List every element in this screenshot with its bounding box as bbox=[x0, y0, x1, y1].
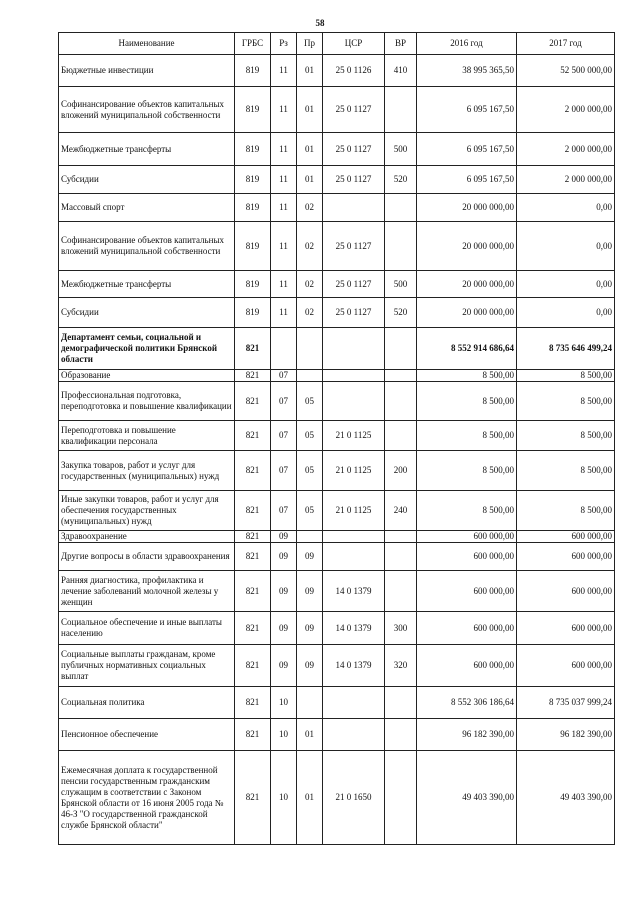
cell-name: Департамент семьи, социальной и демографической политики Брянской области bbox=[59, 328, 235, 370]
cell-pr: 02 bbox=[297, 222, 323, 271]
cell-rz: 09 bbox=[271, 571, 297, 612]
cell-name: Софинансирование объектов капитальных вложений муниципальной собственности bbox=[59, 222, 235, 271]
table-row bbox=[59, 298, 615, 328]
cell-rz: 10 bbox=[271, 687, 297, 719]
cell-2016: 6 095 167,50 bbox=[417, 166, 517, 194]
cell-2017: 600 000,00 bbox=[517, 531, 615, 543]
table-body bbox=[59, 55, 615, 845]
cell-csr: 25 0 1127 bbox=[323, 133, 385, 166]
cell-grbs: 819 bbox=[235, 194, 271, 222]
cell-rz: 07 bbox=[271, 370, 297, 382]
budget-table bbox=[58, 32, 615, 845]
table-row bbox=[59, 451, 615, 491]
cell-2016: 8 500,00 bbox=[417, 382, 517, 421]
table-row bbox=[59, 612, 615, 645]
cell-pr: 09 bbox=[297, 612, 323, 645]
cell-name: Бюджетные инвестиции bbox=[59, 55, 235, 87]
cell-rz: 11 bbox=[271, 133, 297, 166]
cell-2017: 0,00 bbox=[517, 194, 615, 222]
cell-2016: 96 182 390,00 bbox=[417, 719, 517, 751]
cell-rz: 11 bbox=[271, 298, 297, 328]
cell-2016: 8 500,00 bbox=[417, 491, 517, 531]
cell-2017: 2 000 000,00 bbox=[517, 166, 615, 194]
cell-vr bbox=[385, 571, 417, 612]
cell-2017: 2 000 000,00 bbox=[517, 87, 615, 133]
cell-2016: 600 000,00 bbox=[417, 645, 517, 687]
cell-grbs: 821 bbox=[235, 451, 271, 491]
cell-rz bbox=[271, 328, 297, 370]
cell-grbs: 821 bbox=[235, 571, 271, 612]
col-header-pr: Пр bbox=[297, 33, 323, 55]
cell-csr bbox=[323, 328, 385, 370]
table-row bbox=[59, 271, 615, 298]
cell-csr: 21 0 1125 bbox=[323, 451, 385, 491]
cell-2017: 8 735 646 499,24 bbox=[517, 328, 615, 370]
cell-csr: 14 0 1379 bbox=[323, 571, 385, 612]
cell-2017: 0,00 bbox=[517, 271, 615, 298]
table-row bbox=[59, 166, 615, 194]
cell-pr: 05 bbox=[297, 421, 323, 451]
cell-vr: 200 bbox=[385, 451, 417, 491]
cell-pr: 01 bbox=[297, 133, 323, 166]
cell-name: Массовый спорт bbox=[59, 194, 235, 222]
cell-rz: 07 bbox=[271, 421, 297, 451]
cell-2016: 49 403 390,00 bbox=[417, 751, 517, 845]
cell-2016: 38 995 365,50 bbox=[417, 55, 517, 87]
cell-rz: 07 bbox=[271, 491, 297, 531]
table-row bbox=[59, 382, 615, 421]
cell-csr: 25 0 1127 bbox=[323, 222, 385, 271]
cell-2016: 8 500,00 bbox=[417, 370, 517, 382]
cell-rz: 11 bbox=[271, 271, 297, 298]
cell-name: Закупка товаров, работ и услуг для государственных (муниципальных) нужд bbox=[59, 451, 235, 491]
table-row bbox=[59, 222, 615, 271]
cell-vr: 520 bbox=[385, 298, 417, 328]
cell-2017: 49 403 390,00 bbox=[517, 751, 615, 845]
cell-name: Межбюджетные трансферты bbox=[59, 133, 235, 166]
cell-grbs: 819 bbox=[235, 298, 271, 328]
cell-rz: 09 bbox=[271, 543, 297, 571]
cell-2017: 600 000,00 bbox=[517, 543, 615, 571]
page-number: 58 bbox=[315, 18, 325, 28]
cell-name: Иные закупки товаров, работ и услуг для обеспечения государственных (муниципальных) нужд bbox=[59, 491, 235, 531]
table-row bbox=[59, 370, 615, 382]
cell-grbs: 821 bbox=[235, 328, 271, 370]
cell-pr bbox=[297, 687, 323, 719]
cell-vr bbox=[385, 382, 417, 421]
cell-name: Ранняя диагностика, профилактика и лечение заболеваний молочной железы у женщин bbox=[59, 571, 235, 612]
cell-2016: 600 000,00 bbox=[417, 531, 517, 543]
cell-pr: 01 bbox=[297, 751, 323, 845]
cell-vr bbox=[385, 751, 417, 845]
cell-vr bbox=[385, 194, 417, 222]
col-header-rz: Рз bbox=[271, 33, 297, 55]
cell-csr bbox=[323, 687, 385, 719]
cell-csr bbox=[323, 719, 385, 751]
cell-2016: 6 095 167,50 bbox=[417, 87, 517, 133]
cell-2017: 52 500 000,00 bbox=[517, 55, 615, 87]
cell-csr: 14 0 1379 bbox=[323, 612, 385, 645]
cell-grbs: 821 bbox=[235, 421, 271, 451]
table-row bbox=[59, 571, 615, 612]
cell-rz: 10 bbox=[271, 719, 297, 751]
cell-2016: 8 500,00 bbox=[417, 421, 517, 451]
table-row bbox=[59, 687, 615, 719]
cell-2017: 8 500,00 bbox=[517, 421, 615, 451]
cell-rz: 11 bbox=[271, 55, 297, 87]
cell-2016: 20 000 000,00 bbox=[417, 298, 517, 328]
cell-grbs: 819 bbox=[235, 166, 271, 194]
cell-vr bbox=[385, 531, 417, 543]
cell-csr: 25 0 1127 bbox=[323, 166, 385, 194]
cell-rz: 09 bbox=[271, 612, 297, 645]
cell-2017: 96 182 390,00 bbox=[517, 719, 615, 751]
cell-pr: 02 bbox=[297, 194, 323, 222]
cell-vr: 520 bbox=[385, 166, 417, 194]
cell-csr bbox=[323, 370, 385, 382]
col-header-2016: 2016 год bbox=[417, 33, 517, 55]
cell-2017: 0,00 bbox=[517, 298, 615, 328]
cell-2016: 8 552 914 686,64 bbox=[417, 328, 517, 370]
table-row bbox=[59, 531, 615, 543]
cell-csr: 14 0 1379 bbox=[323, 645, 385, 687]
cell-vr bbox=[385, 370, 417, 382]
cell-name: Пенсионное обеспечение bbox=[59, 719, 235, 751]
table-row bbox=[59, 55, 615, 87]
table-row bbox=[59, 421, 615, 451]
cell-name: Другие вопросы в области здравоохранения bbox=[59, 543, 235, 571]
cell-name: Субсидии bbox=[59, 166, 235, 194]
cell-2017: 2 000 000,00 bbox=[517, 133, 615, 166]
table-row bbox=[59, 491, 615, 531]
cell-pr: 01 bbox=[297, 719, 323, 751]
table-row bbox=[59, 751, 615, 845]
cell-csr bbox=[323, 194, 385, 222]
cell-name: Межбюджетные трансферты bbox=[59, 271, 235, 298]
cell-2016: 20 000 000,00 bbox=[417, 271, 517, 298]
cell-vr: 320 bbox=[385, 645, 417, 687]
cell-2017: 600 000,00 bbox=[517, 571, 615, 612]
table-header-row bbox=[59, 33, 615, 55]
cell-grbs: 819 bbox=[235, 87, 271, 133]
cell-csr: 21 0 1125 bbox=[323, 491, 385, 531]
cell-pr: 05 bbox=[297, 451, 323, 491]
cell-vr: 500 bbox=[385, 271, 417, 298]
cell-vr: 410 bbox=[385, 55, 417, 87]
cell-2016: 8 500,00 bbox=[417, 451, 517, 491]
cell-2016: 20 000 000,00 bbox=[417, 222, 517, 271]
cell-rz: 11 bbox=[271, 166, 297, 194]
cell-name: Здравоохранение bbox=[59, 531, 235, 543]
cell-vr bbox=[385, 719, 417, 751]
cell-grbs: 819 bbox=[235, 222, 271, 271]
cell-2016: 600 000,00 bbox=[417, 612, 517, 645]
cell-grbs: 821 bbox=[235, 751, 271, 845]
cell-vr bbox=[385, 87, 417, 133]
col-header-name: Наименование bbox=[59, 33, 235, 55]
cell-vr bbox=[385, 543, 417, 571]
cell-pr: 05 bbox=[297, 382, 323, 421]
cell-vr: 240 bbox=[385, 491, 417, 531]
cell-vr: 300 bbox=[385, 612, 417, 645]
cell-pr: 02 bbox=[297, 271, 323, 298]
cell-rz: 11 bbox=[271, 222, 297, 271]
cell-name: Субсидии bbox=[59, 298, 235, 328]
cell-csr: 25 0 1126 bbox=[323, 55, 385, 87]
cell-pr: 01 bbox=[297, 166, 323, 194]
cell-name: Социальные выплаты гражданам, кроме публичных нормативных социальных выплат bbox=[59, 645, 235, 687]
cell-csr bbox=[323, 531, 385, 543]
cell-grbs: 819 bbox=[235, 55, 271, 87]
cell-rz: 07 bbox=[271, 382, 297, 421]
cell-name: Ежемесячная доплата к государственной пенсии государственным гражданским служащим в соответствии с Законом Брянской области от 16 июня 2005 года № 46-З "О государственной гражданской службе Брянской области" bbox=[59, 751, 235, 845]
cell-vr bbox=[385, 222, 417, 271]
cell-2016: 20 000 000,00 bbox=[417, 194, 517, 222]
cell-grbs: 821 bbox=[235, 370, 271, 382]
col-header-2017: 2017 год bbox=[517, 33, 615, 55]
cell-pr: 05 bbox=[297, 491, 323, 531]
cell-grbs: 821 bbox=[235, 719, 271, 751]
table-row bbox=[59, 719, 615, 751]
cell-grbs: 821 bbox=[235, 543, 271, 571]
cell-pr: 09 bbox=[297, 543, 323, 571]
cell-name: Социальная политика bbox=[59, 687, 235, 719]
cell-name: Переподготовка и повышение квалификации персонала bbox=[59, 421, 235, 451]
cell-rz: 09 bbox=[271, 645, 297, 687]
cell-csr: 21 0 1125 bbox=[323, 421, 385, 451]
cell-2017: 8 500,00 bbox=[517, 382, 615, 421]
cell-grbs: 819 bbox=[235, 271, 271, 298]
cell-2017: 8 500,00 bbox=[517, 451, 615, 491]
cell-pr: 01 bbox=[297, 87, 323, 133]
cell-name: Софинансирование объектов капитальных вложений муниципальной собственности bbox=[59, 87, 235, 133]
col-header-grbs: ГРБС bbox=[235, 33, 271, 55]
cell-pr bbox=[297, 328, 323, 370]
cell-grbs: 819 bbox=[235, 133, 271, 166]
cell-pr bbox=[297, 370, 323, 382]
col-header-csr: ЦСР bbox=[323, 33, 385, 55]
cell-vr bbox=[385, 328, 417, 370]
table-row bbox=[59, 645, 615, 687]
cell-vr bbox=[385, 687, 417, 719]
cell-name: Профессиональная подготовка, переподготовка и повышение квалификации bbox=[59, 382, 235, 421]
cell-2017: 8 500,00 bbox=[517, 491, 615, 531]
cell-csr: 21 0 1650 bbox=[323, 751, 385, 845]
cell-csr: 25 0 1127 bbox=[323, 271, 385, 298]
cell-2017: 0,00 bbox=[517, 222, 615, 271]
cell-2017: 8 500,00 bbox=[517, 370, 615, 382]
cell-2017: 600 000,00 bbox=[517, 612, 615, 645]
cell-grbs: 821 bbox=[235, 382, 271, 421]
cell-csr bbox=[323, 382, 385, 421]
cell-name: Образование bbox=[59, 370, 235, 382]
cell-pr: 02 bbox=[297, 298, 323, 328]
cell-vr bbox=[385, 421, 417, 451]
cell-grbs: 821 bbox=[235, 531, 271, 543]
cell-csr: 25 0 1127 bbox=[323, 298, 385, 328]
cell-2016: 6 095 167,50 bbox=[417, 133, 517, 166]
cell-pr: 01 bbox=[297, 55, 323, 87]
table-row bbox=[59, 133, 615, 166]
cell-grbs: 821 bbox=[235, 645, 271, 687]
table-row bbox=[59, 543, 615, 571]
col-header-vr: ВР bbox=[385, 33, 417, 55]
cell-csr bbox=[323, 543, 385, 571]
cell-2016: 8 552 306 186,64 bbox=[417, 687, 517, 719]
cell-grbs: 821 bbox=[235, 612, 271, 645]
cell-rz: 07 bbox=[271, 451, 297, 491]
cell-rz: 10 bbox=[271, 751, 297, 845]
cell-grbs: 821 bbox=[235, 491, 271, 531]
table-row bbox=[59, 87, 615, 133]
cell-2017: 600 000,00 bbox=[517, 645, 615, 687]
cell-name: Социальное обеспечение и иные выплаты населению bbox=[59, 612, 235, 645]
cell-2016: 600 000,00 bbox=[417, 543, 517, 571]
table-row bbox=[59, 194, 615, 222]
cell-rz: 09 bbox=[271, 531, 297, 543]
table-row bbox=[59, 328, 615, 370]
cell-grbs: 821 bbox=[235, 687, 271, 719]
cell-pr: 09 bbox=[297, 645, 323, 687]
cell-2017: 8 735 037 999,24 bbox=[517, 687, 615, 719]
cell-csr: 25 0 1127 bbox=[323, 87, 385, 133]
cell-pr bbox=[297, 531, 323, 543]
cell-pr: 09 bbox=[297, 571, 323, 612]
cell-rz: 11 bbox=[271, 87, 297, 133]
cell-vr: 500 bbox=[385, 133, 417, 166]
cell-rz: 11 bbox=[271, 194, 297, 222]
cell-2016: 600 000,00 bbox=[417, 571, 517, 612]
